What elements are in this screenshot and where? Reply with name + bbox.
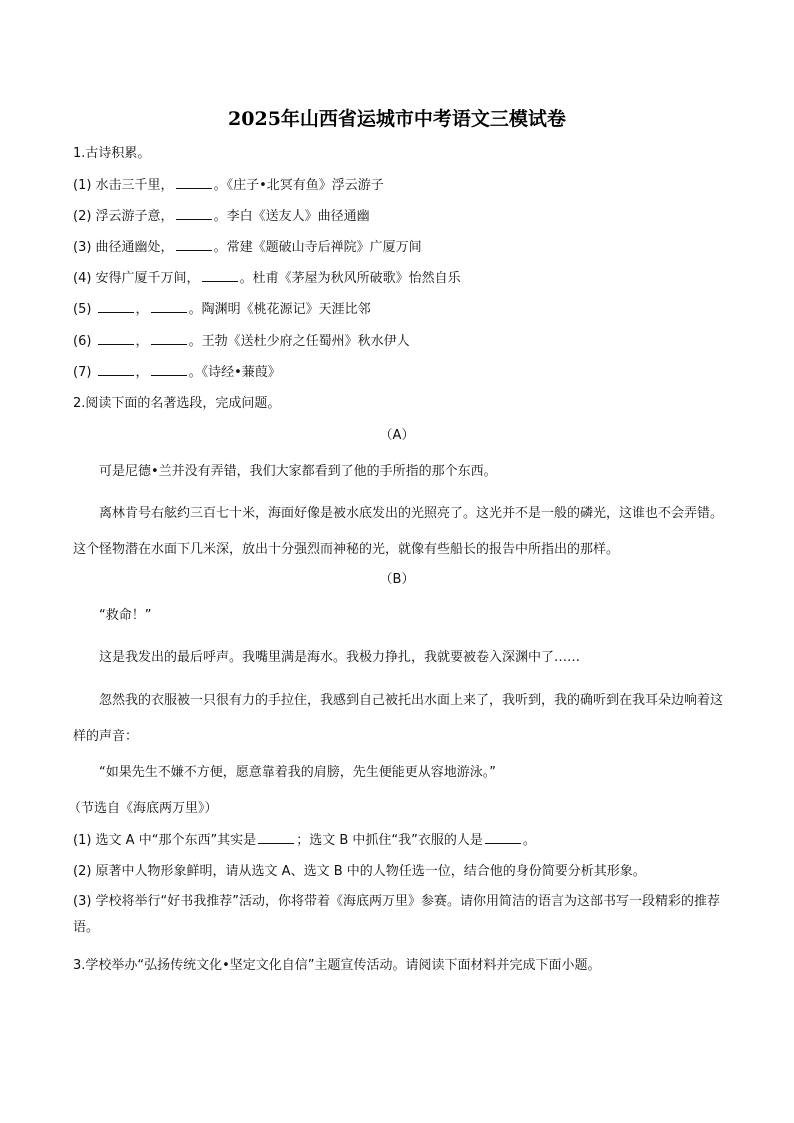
- passage-b-paragraph-1: “救命！”: [99, 608, 152, 623]
- q1-item-6: (6) ， 。王勃《送杜少府之任蜀州》秋水伊人: [73, 334, 410, 349]
- answer-blank[interactable]: [202, 270, 238, 282]
- exam-title: 2025年山西省运城市中考语文三模试卷: [228, 108, 566, 130]
- q1-item-5: (5) ， 。陶渊明《桃花源记》天涯比邻: [73, 302, 371, 317]
- answer-blank[interactable]: [98, 301, 134, 313]
- q3-heading: 3.学校举办“弘扬传统文化•坚定文化自信”主题宣传活动。请阅读下面材料并完成下面小题。: [73, 958, 601, 973]
- passage-a-paragraph-2: 离林肯号右舷约三百七十米，海面好像是被水底发出的光照亮了。这光并不是一般的磷光，这谁也不会弄错。这个怪物潜在水面下几米深，放出十分强烈而神秘的光，就像有些船长的报告中所指出的那样。: [73, 506, 724, 557]
- passage-a-paragraph-1: 可是尼德•兰并没有弄错，我们大家都看到了他的手所指的那个东西。: [99, 464, 497, 479]
- passage-b-paragraph-2: 这是我发出的最后呼声。我嘴里满是海水。我极力挣扎，我就要被卷入深渊中了……: [99, 650, 581, 665]
- answer-blank[interactable]: [258, 832, 294, 844]
- passage-b-paragraph-3: 忽然我的衣服被一只很有力的手拉住，我感到自己被托出水面上来了，我听到，我的确听到在我耳朵边响着这样的声音：: [73, 693, 724, 744]
- q1-item-3: (3) 曲径通幽处， 。常建《题破山寺后禅院》广厦万间: [73, 240, 422, 255]
- answer-blank[interactable]: [176, 208, 212, 220]
- q2-subquestion-1: (1) 选文 A 中“那个东西”其实是 ；选文 B 中抓住“我”衣服的人是 。: [73, 833, 536, 848]
- q1-item-2: (2) 浮云游子意， 。李白《送友人》曲径通幽: [73, 209, 370, 224]
- passage-b-label: （B）: [379, 572, 415, 587]
- answer-blank[interactable]: [176, 239, 212, 251]
- q2-subquestion-2: (2) 原著中人物形象鲜明，请从选文 A、选文 B 中的人物任选一位，结合他的身份简要分析其形象。: [73, 864, 646, 879]
- passage-b-paragraph-4: “如果先生不嫌不方便，愿意靠着我的肩膀，先生便能更从容地游泳。”: [99, 765, 496, 780]
- answer-blank[interactable]: [176, 177, 212, 189]
- q1-heading: 1.古诗积累。: [73, 146, 151, 161]
- answer-blank[interactable]: [151, 364, 187, 376]
- q1-item-7: (7) ， 。《诗经•蒹葭》: [73, 365, 281, 380]
- answer-blank[interactable]: [151, 301, 187, 313]
- q2-heading: 2.阅读下面的名著选段，完成问题。: [73, 396, 281, 411]
- q1-item-4: (4) 安得广厦千万间， 。杜甫《茅屋为秋风所破歌》怡然自乐: [73, 271, 461, 286]
- answer-blank[interactable]: [98, 333, 134, 345]
- answer-blank[interactable]: [98, 364, 134, 376]
- passage-a-label: （A）: [379, 428, 415, 443]
- q2-subquestion-3: (3) 学校将举行“好书我推荐”活动，你将带着《海底两万里》参赛。请你用简洁的语言为这部书写一段精彩的推荐语。: [73, 894, 721, 935]
- answer-blank[interactable]: [151, 333, 187, 345]
- passage-source: （节选自《海底两万里》）: [68, 801, 218, 816]
- q1-item-1: (1) 水击三千里， 。《庄子•北冥有鱼》浮云游子: [73, 178, 384, 193]
- answer-blank[interactable]: [485, 832, 521, 844]
